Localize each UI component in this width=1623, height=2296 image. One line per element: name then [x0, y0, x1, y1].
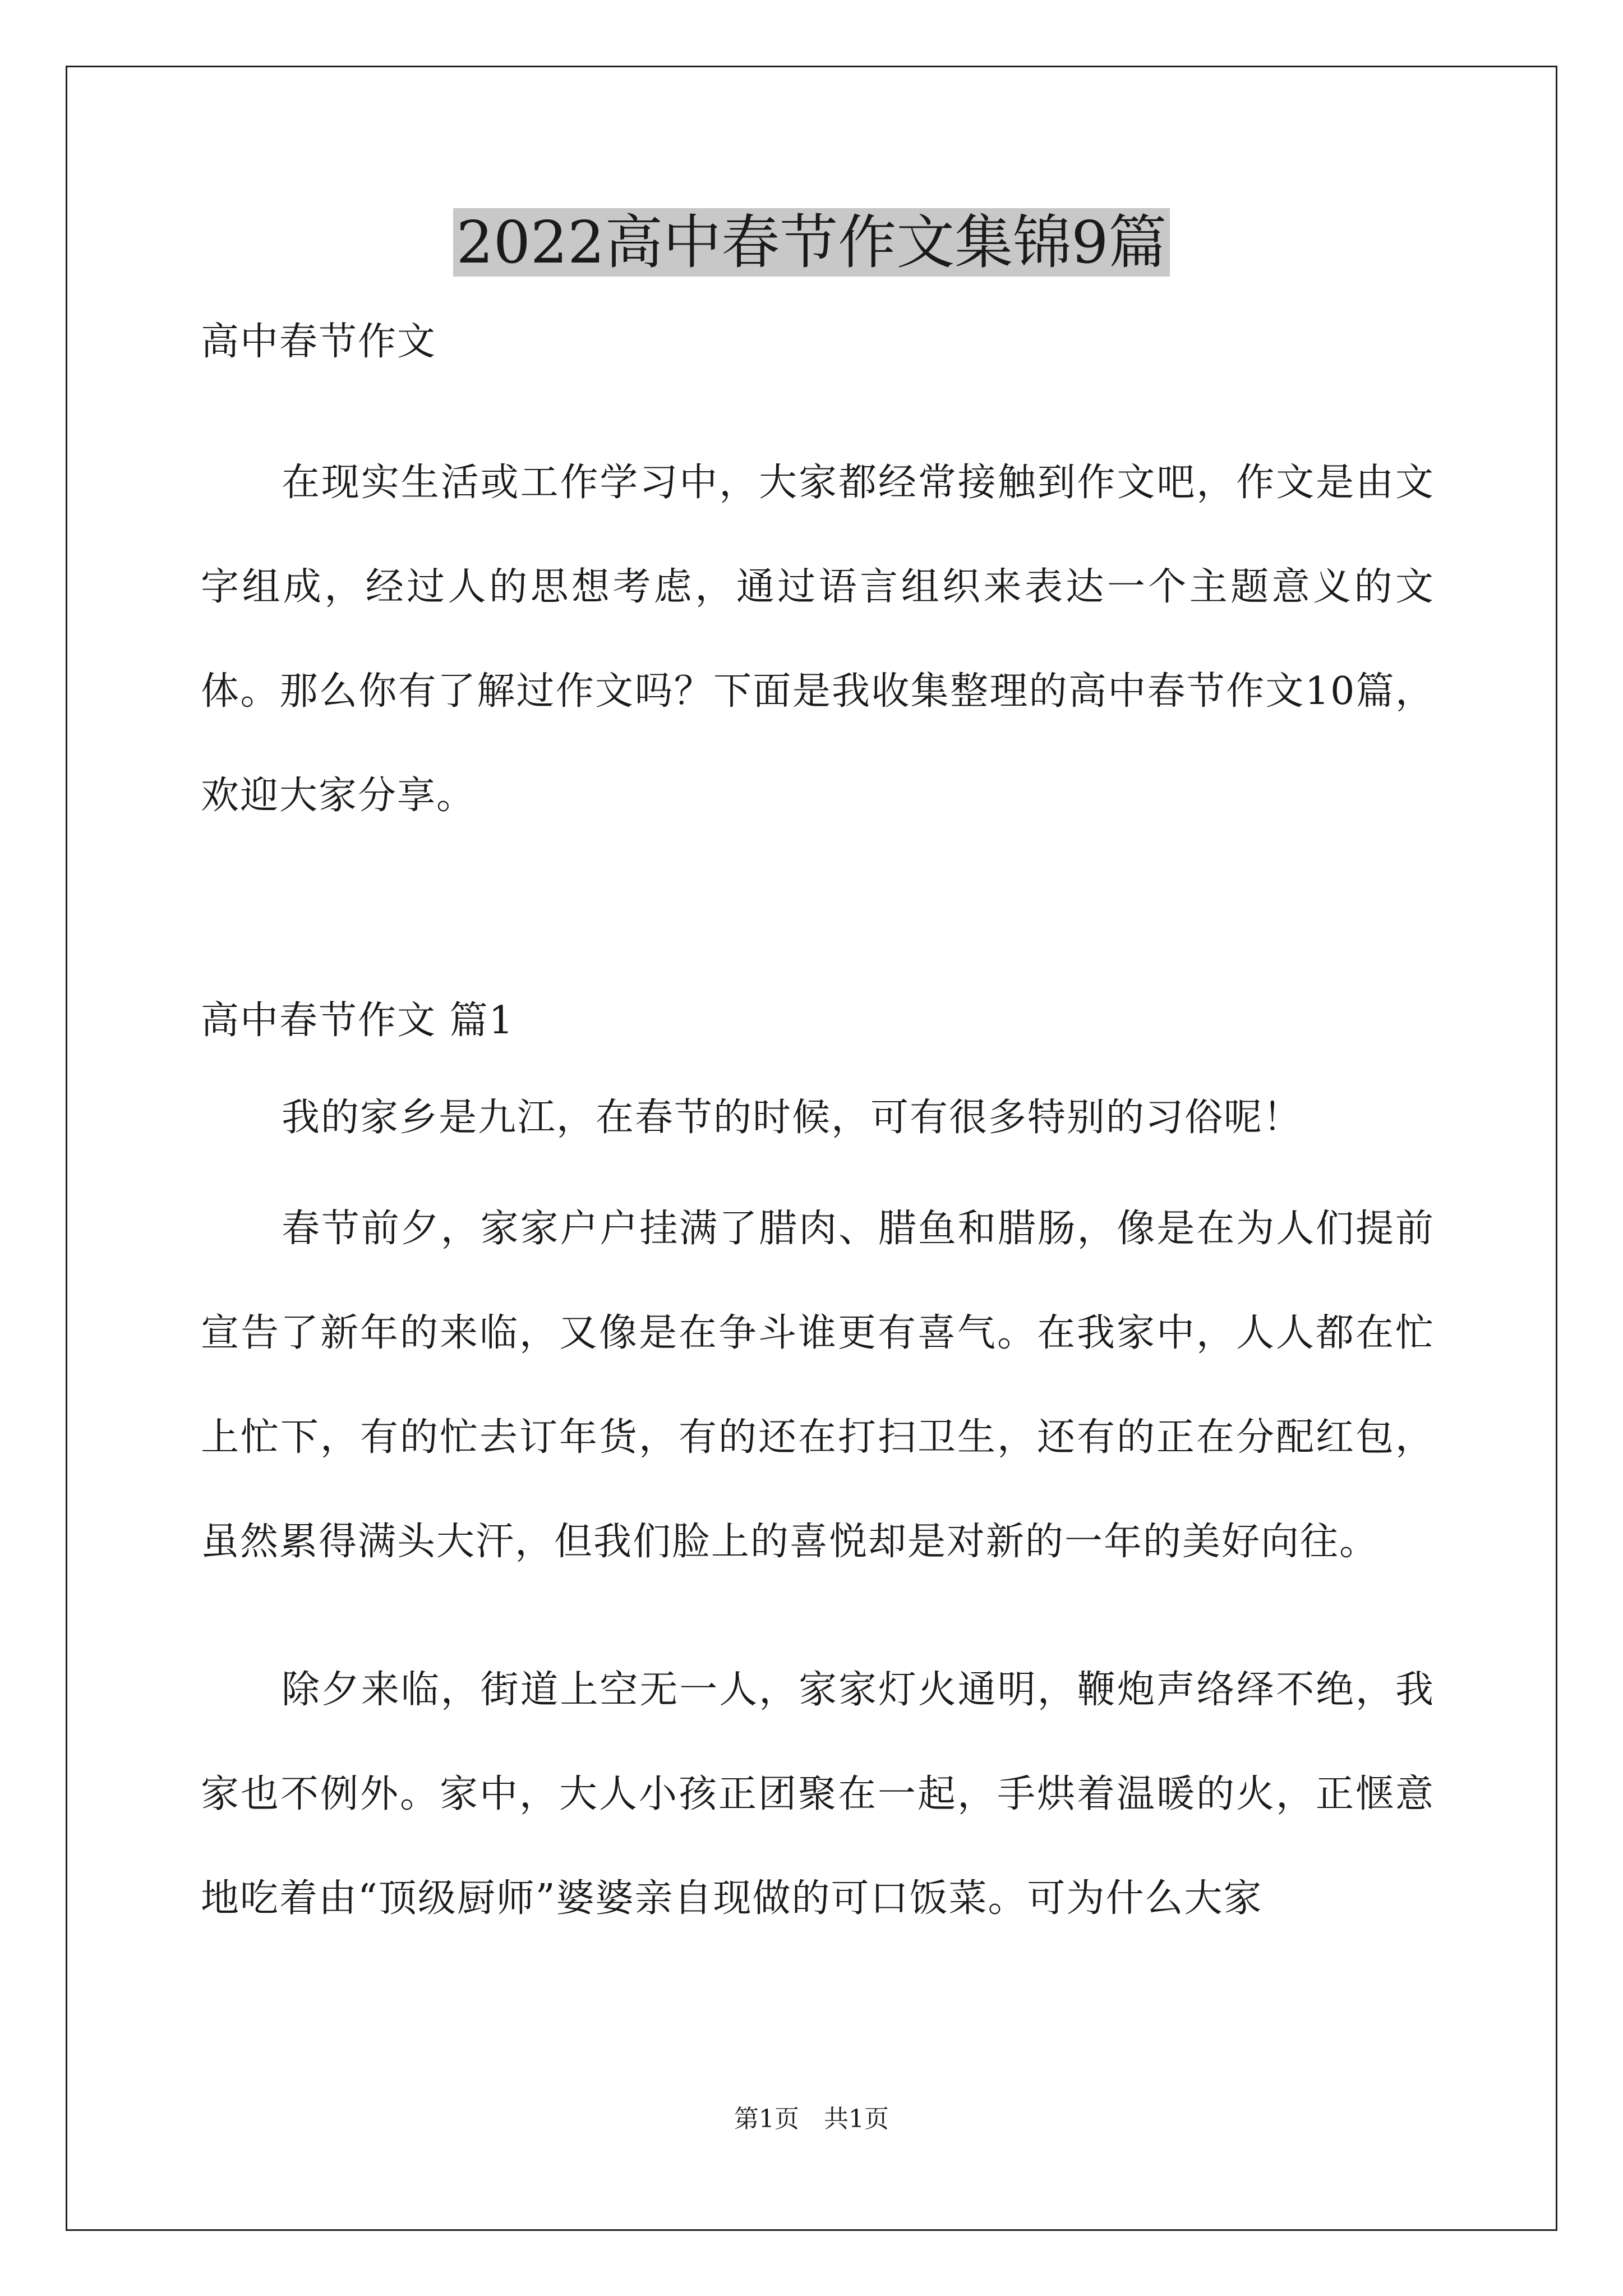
body-paragraph-1: 我的家乡是九江，在春节的时候，可有很多特别的习俗呢！ [282, 1096, 1303, 1140]
body-paragraph-2: 春节前夕，家家户户挂满了腊肉、腊鱼和腊肠，像是在为人们提前宣告了新年的来临，又像是在争斗谁更有喜气。在我家中，人人都在忙上忙下，有的忙去订年货，有的还在打扫卫生，还有的正在分配红包，虽然累得满头大汗，但我们脸上的喜悦却是对新的一年的美好向往。 [201, 1207, 1435, 1564]
intro-paragraph: 在现实生活或工作学习中，大家都经常接触到作文吧，作文是由文字组成，经过人的思想考虑，通过语言组织来表达一个主题意义的文体。那么你有了解过作文吗？下面是我收集整理的高中春节作文10篇，欢迎大家分享。 [201, 461, 1435, 818]
document-title-text: 2022高中春节作文集锦9篇 [453, 208, 1170, 277]
section-heading: 高中春节作文 篇1 [201, 999, 514, 1043]
intro-heading: 高中春节作文 [201, 320, 437, 364]
page-footer: 第1页 共1页 [734, 2105, 889, 2133]
document-title [0, 203, 1623, 282]
body-paragraph-3: 除夕来临，街道上空无一人，家家灯火通明，鞭炮声络绎不绝，我家也不例外。家中，大人小孩正团聚在一起，手烘着温暖的火，正惬意地吃着由“顶级厨师”婆婆亲自现做的可口饭菜。可为什么大家 [201, 1668, 1435, 1921]
